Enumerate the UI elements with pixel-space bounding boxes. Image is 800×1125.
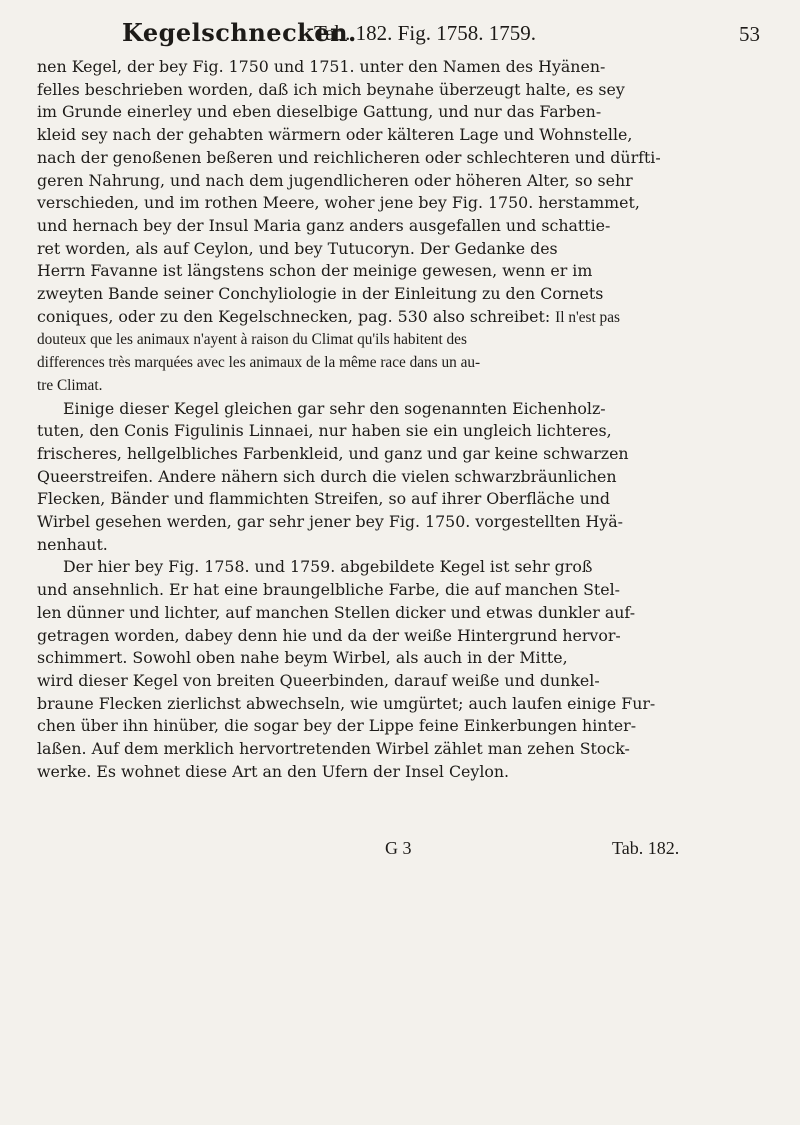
body-text — [37, 56, 761, 784]
text-line: Wirbel gesehen werden, gar sehr jener bey Fig. 1750. vorgestellten Hyä- — [37, 512, 623, 532]
text-line: len dünner und lichter, auf manchen Stellen dicker und etwas dunkler auf- — [37, 602, 636, 622]
text-line: geren Nahrung, und nach dem jugendlicheren oder höheren Alter, so sehr — [37, 170, 633, 190]
text-line: schimmert. Sowohl oben nahe beym Wirbel, als auch in der Mitte, — [37, 648, 568, 668]
text-line: verschieden, und im rothen Meere, woher jene bey Fig. 1750. herstammet, — [37, 193, 640, 213]
text-line: wird dieser Kegel von breiten Queerbinden, darauf weiße und dunkel- — [37, 670, 600, 690]
text-line: nach der genoßenen beßeren und reichlicheren oder schlechteren und dürfti- — [37, 147, 661, 167]
text-line: Flecken, Bänder und flammichten Streifen, so auf ihrer Oberfläche und — [37, 489, 611, 509]
paragraph-3 — [37, 556, 761, 783]
french-quote-start: Il n'est pas — [555, 308, 620, 326]
text-line: ret worden, als auf Ceylon, und bey Tutucoryn. Der Gedanke des — [37, 238, 558, 258]
text-line: felles beschrieben worden, daß ich mich beynahe überzeugt halte, es sey — [37, 79, 625, 99]
page-number: 53 — [739, 22, 760, 46]
text-line: laßen. Auf dem merklich hervortretenden Wirbel zählet man zehen Stock- — [37, 739, 630, 759]
text-line: braune Flecken zierlichst abwechseln, wie umgürtet; auch laufen einige Fur- — [37, 693, 656, 713]
text-line: Queerstreifen. Andere nähern sich durch die vielen schwarzbräunlichen — [37, 466, 617, 486]
text-line: tuten, den Conis Figulinis Linnaei, nur haben sie ein ungleich lichteres, — [37, 421, 612, 441]
text-line: chen über ihn hinüber, die sogar bey der Lippe feine Einkerbungen hinter- — [37, 716, 637, 736]
text-line: getragen worden, dabey denn hie und da der weiße Hintergrund hervor- — [37, 625, 621, 645]
text-line: Der hier bey Fig. 1758. und 1759. abgebildete Kegel ist sehr groß — [63, 557, 593, 577]
catchword: Tab. 182. — [612, 838, 680, 858]
running-title: Kegelschnecken. — [122, 18, 357, 47]
text-line: nen Kegel, der bey Fig. 1750 und 1751. unter den Namen des Hyänen- — [37, 57, 606, 76]
text-line: werke. Es wohnet diese Art an den Ufern der Insel Ceylon. — [37, 761, 510, 781]
text-line: frischeres, hellgelbliches Farbenkleid, und ganz und gar keine schwarzen — [37, 443, 629, 463]
text-line: zweyten Bande seiner Conchyliologie in der Einleitung zu den Cornets — [37, 284, 604, 304]
text-line: Herrn Favanne ist längstens schon der meinige gewesen, wenn er im — [37, 261, 593, 281]
french-quote-line: tre Climat. — [37, 376, 103, 394]
page-header — [122, 8, 760, 56]
paragraph-2 — [37, 398, 761, 557]
text-segment: coniques, oder zu den Kegelschnecken, pag. 530 also schreibet: — [37, 306, 551, 326]
page-footer — [0, 838, 800, 868]
french-quote-line: douteux que les animaux n'ayent à raison du Climat qu'ils habitent des — [37, 331, 467, 349]
text-line: nenhaut. — [37, 534, 108, 554]
plate-reference: Tab. 182. Fig. 1758. 1759. — [314, 21, 536, 45]
text-line: im Grunde einerley und eben dieselbige Gattung, und nur das Farben- — [37, 102, 602, 122]
text-line: Einige dieser Kegel gleichen gar sehr den sogenannten Eichenholz- — [63, 398, 606, 418]
text-line: kleid sey nach der gehabten wärmern oder kälteren Lage und Wohnstelle, — [37, 125, 633, 145]
french-quote-line: differences très marquées avec les animaux de la même race dans un au- — [37, 354, 481, 372]
text-line — [37, 306, 761, 330]
text-line: und ansehnlich. Er hat eine braungelbliche Farbe, die auf manchen Stel- — [37, 580, 621, 600]
paragraph-1 — [37, 56, 761, 398]
signature-mark: G 3 — [385, 838, 412, 858]
text-line: und hernach bey der Insul Maria ganz anders ausgefallen und schattie- — [37, 215, 611, 235]
